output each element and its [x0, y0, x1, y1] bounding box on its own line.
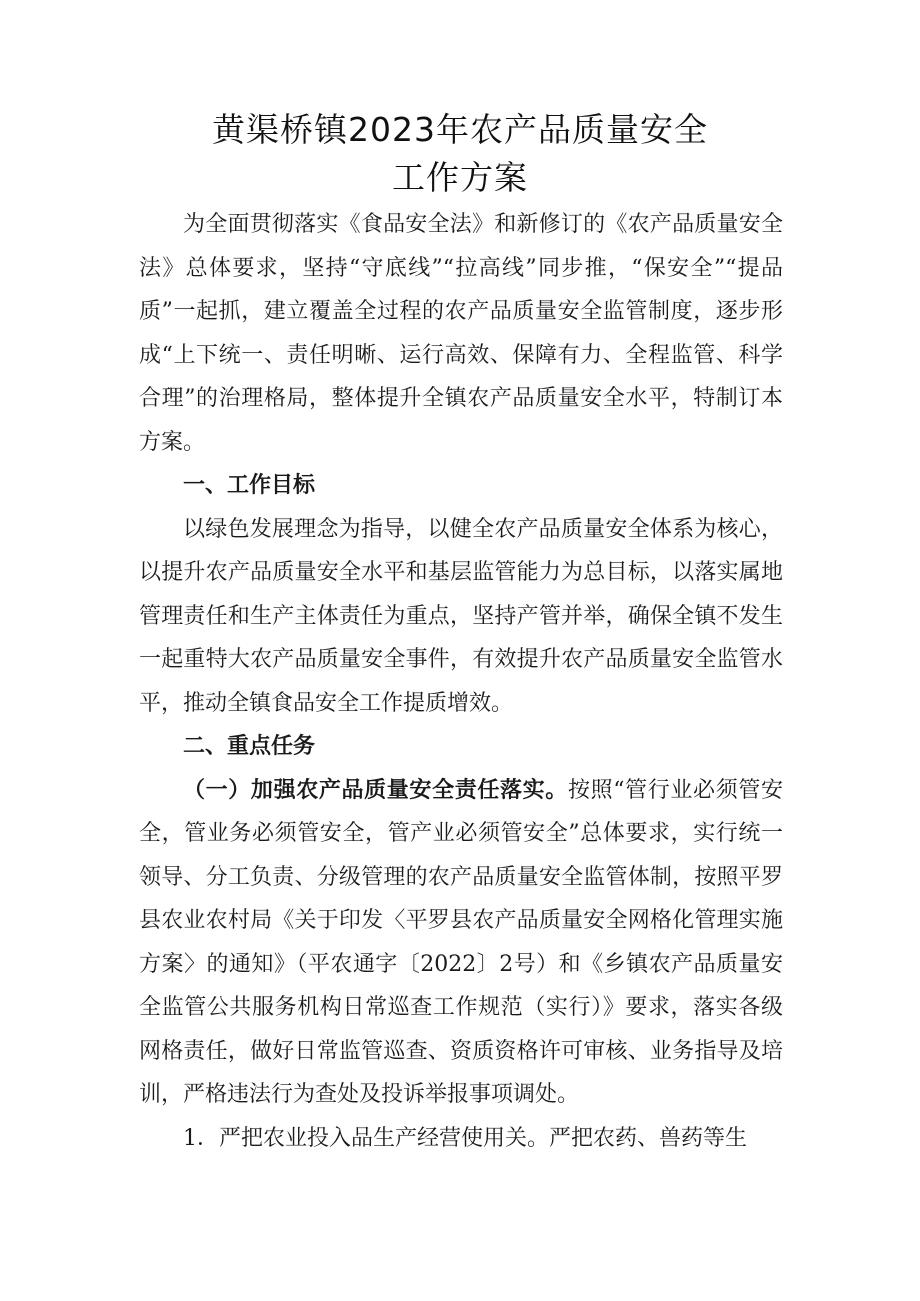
item-1-paragraph: 1．严把农业投入品生产经营使用关。严把农药、兽药等生: [183, 1125, 747, 1151]
document-title-line2: 工作方案: [392, 158, 528, 197]
task-1-paragraph: [139, 769, 783, 1117]
document-body: [139, 203, 783, 1160]
section-heading-key-tasks: 二、重点任务: [183, 734, 316, 759]
task-1-heading: （一）加强农产品质量安全责任落实。: [183, 777, 568, 803]
intro-paragraph: 为全面贯彻落实《食品安全法》和新修订的《农产品质量安全法》总体要求，坚持“守底线”“拉高线”同步推，“保安全”“提品质”一起抓，建立覆盖全过程的农产品质量安全监管制度，逐步形成“上下统一、责任明晰、运行高效、保障有力、全程监管、科学合理”的治理格局，整体提升全镇农产品质量安全水平，特制订本方案。: [139, 212, 783, 455]
document-title-line1: 黄渠桥镇2023年农产品质量安全: [212, 110, 708, 149]
task-1-text: 按照“管行业必须管安全，管业务必须管安全，管产业必须管安全”总体要求，实行统一领导、分工负责、分级管理的农产品质量安全监管体制，按照平罗县农业农村局《关于印发〈平罗县农产品质量安全网格化管理实施方案〉的通知》（平农通字〔2022〕2号）和《乡镇农产品质量安全监管公共服务机构日常巡查工作规范（实行）》要求，落实各级网格责任，做好日常监管巡查、资质资格许可审核、业务指导及培训，严格违法行为查处及投诉举报事项调处。: [139, 777, 783, 1107]
work-goals-paragraph: 以绿色发展理念为指导，以健全农产品质量安全体系为核心，以提升农产品质量安全水平和基层监管能力为总目标，以落实属地管理责任和生产主体责任为重点，坚持产管并举，确保全镇不发生一起重特大农产品质量安全事件，有效提升农产品质量安全监管水平，推动全镇食品安全工作提质增效。: [139, 516, 783, 716]
section-heading-work-goals: 一、工作目标: [183, 473, 316, 498]
